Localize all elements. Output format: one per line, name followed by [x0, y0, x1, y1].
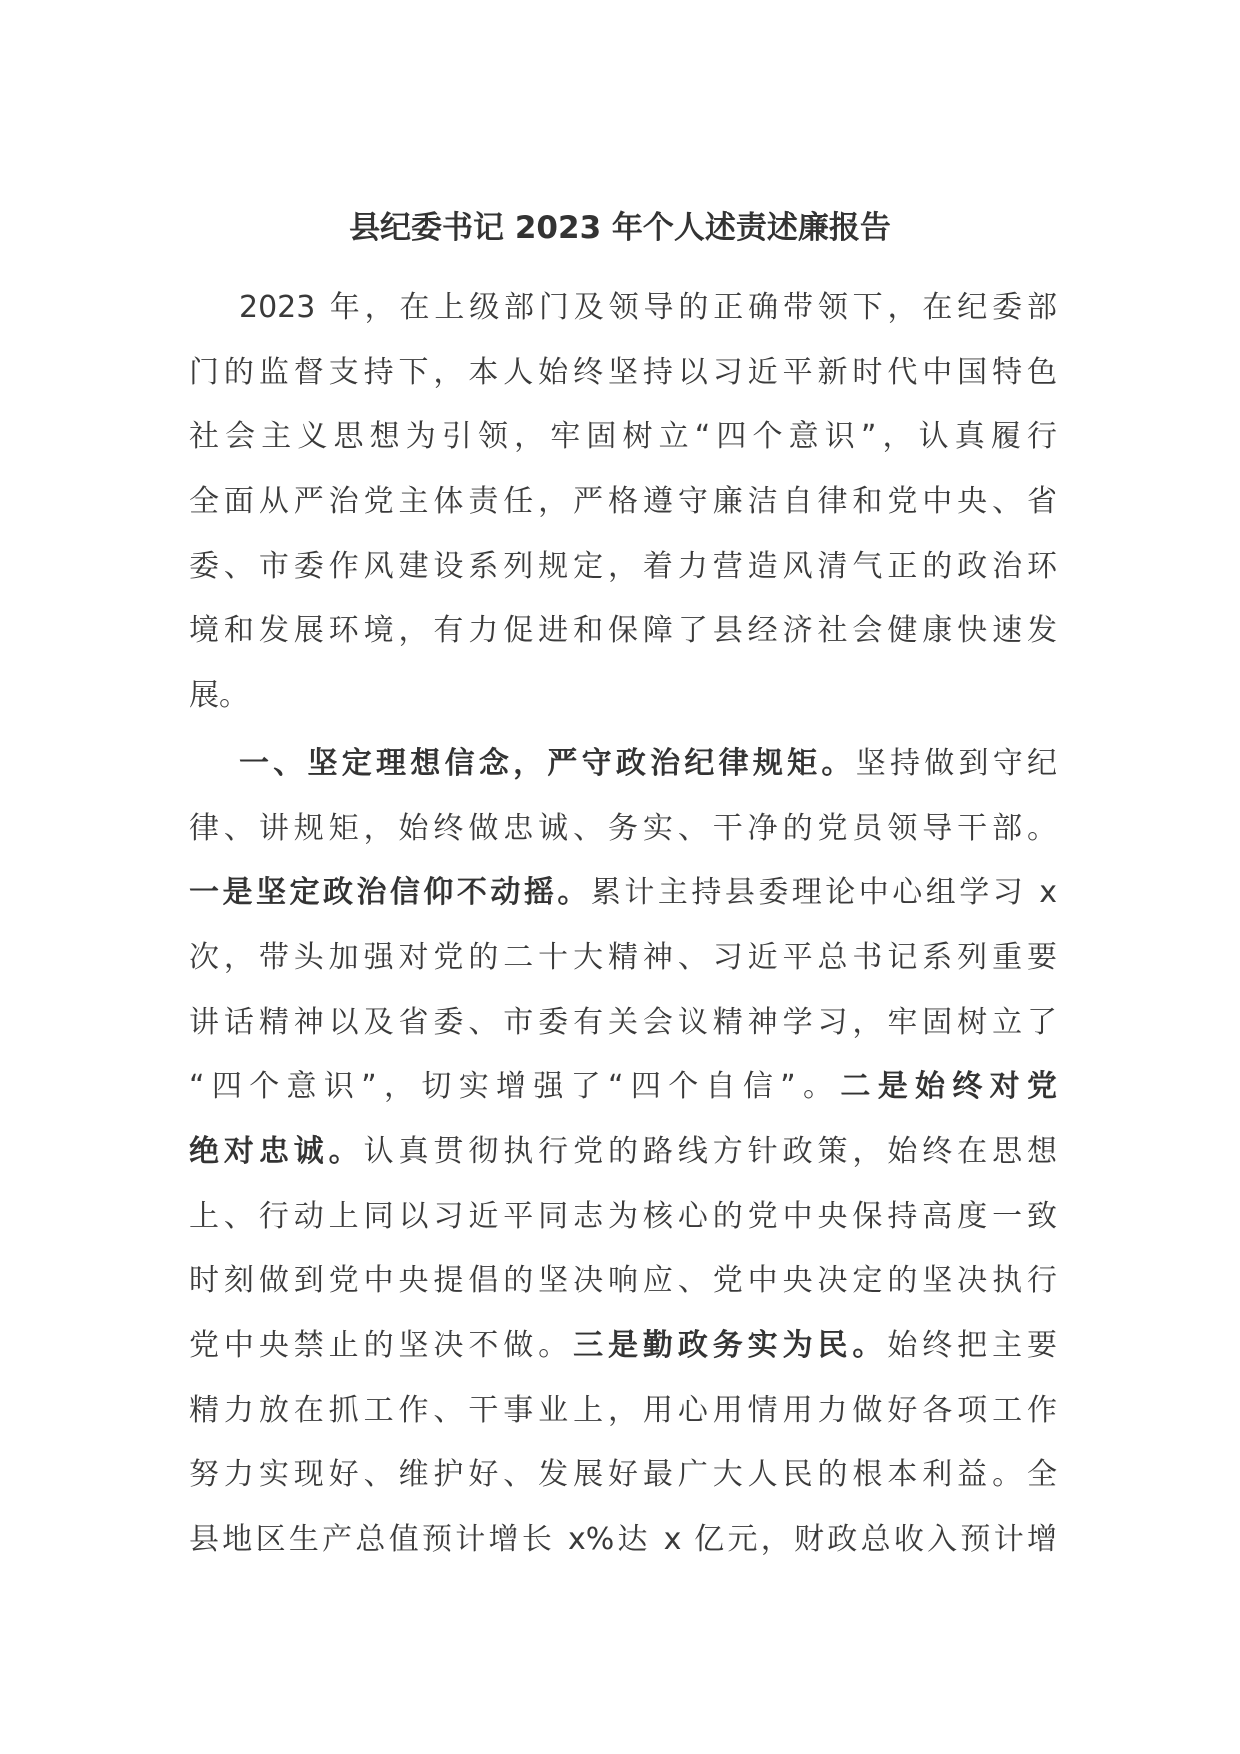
- body-text: 认真贯彻执行党的路线方针政策，始终在思想: [363, 1133, 1058, 1169]
- text-line: [189, 1379, 1057, 1444]
- text-line: [189, 991, 1057, 1056]
- body-text: 门的监督支持下，本人始终坚持以习近平新时代中国特色: [189, 354, 1057, 390]
- bold-heading-text: 二是始终对党: [840, 1069, 1058, 1105]
- body-text: 努力实现好、维护好、发展好最广大人民的根本利益。全: [189, 1457, 1057, 1493]
- text-line: [189, 1508, 1057, 1573]
- text-line: [189, 732, 1057, 797]
- body-text: 展。: [189, 678, 249, 714]
- text-line: [189, 405, 1057, 470]
- text-line: [189, 470, 1057, 535]
- body-text: 上、行动上同以习近平同志为核心的党中央保持高度一致: [189, 1198, 1057, 1234]
- text-line: [189, 861, 1057, 926]
- body-text: 坚持做到守纪: [855, 745, 1058, 781]
- body-text: 律、讲规矩，始终做忠诚、务实、干净的党员领导干部。: [189, 810, 1057, 846]
- text-line: [189, 535, 1057, 600]
- body-text: 讲话精神以及省委、市委有关会议精神学习，牢固树立了: [189, 1004, 1057, 1040]
- body-text: 2023 年，在上级部门及领导的正确带领下，在纪委部: [239, 290, 1057, 325]
- text-line: [189, 1314, 1057, 1379]
- text-line: [189, 1055, 1057, 1120]
- text-line: [189, 926, 1057, 991]
- text-line: [189, 341, 1057, 406]
- body-text: 委、市委作风建设系列规定，着力营造风清气正的政治环: [189, 548, 1057, 584]
- body-text: 党中央禁止的坚决不做。: [189, 1328, 574, 1363]
- document-body: [189, 276, 1057, 1576]
- text-line: [189, 1185, 1057, 1250]
- text-line: [189, 276, 1057, 341]
- body-text: 次，带头加强对党的二十大精神、习近平总书记系列重要: [189, 939, 1057, 975]
- body-text: 时刻做到党中央提倡的坚决响应、党中央决定的坚决执行: [189, 1263, 1057, 1299]
- body-text: 累计主持县委理论中心组学习 x: [590, 875, 1058, 911]
- text-line: [189, 1120, 1057, 1185]
- text-line: [189, 664, 1057, 729]
- bold-heading-text: 三是勤政务实为民。: [573, 1328, 888, 1363]
- text-line: [189, 797, 1057, 862]
- text-line: [189, 1249, 1057, 1314]
- bold-heading-text: 绝对忠诚。: [189, 1133, 364, 1169]
- body-text: 境和发展环境，有力促进和保障了县经济社会健康快速发: [189, 613, 1057, 649]
- bold-heading-text: 一、坚定理想信念，严守政治纪律规矩。: [239, 745, 856, 781]
- body-text: “四个意识”，切实增强了“四个自信”。: [189, 1069, 841, 1105]
- text-line: [189, 1443, 1057, 1508]
- body-text: 全面从严治党主体责任，严格遵守廉洁自律和党中央、省: [189, 484, 1057, 520]
- bold-heading-text: 一是坚定政治信仰不动摇。: [189, 875, 591, 911]
- body-text: 精力放在抓工作、干事业上，用心用情用力做好各项工作: [189, 1392, 1057, 1428]
- document-title: 县纪委书记 2023 年个人述责述廉报告: [349, 210, 891, 246]
- paragraph: [189, 732, 1057, 1573]
- body-text: 始终把主要: [887, 1328, 1058, 1363]
- paragraph: [189, 276, 1057, 729]
- text-line: [189, 599, 1057, 664]
- body-text: 县地区生产总值预计增长 x%达 x 亿元，财政总收入预计增: [189, 1522, 1057, 1558]
- body-text: 社会主义思想为引领，牢固树立“四个意识”，认真履行: [189, 419, 1057, 455]
